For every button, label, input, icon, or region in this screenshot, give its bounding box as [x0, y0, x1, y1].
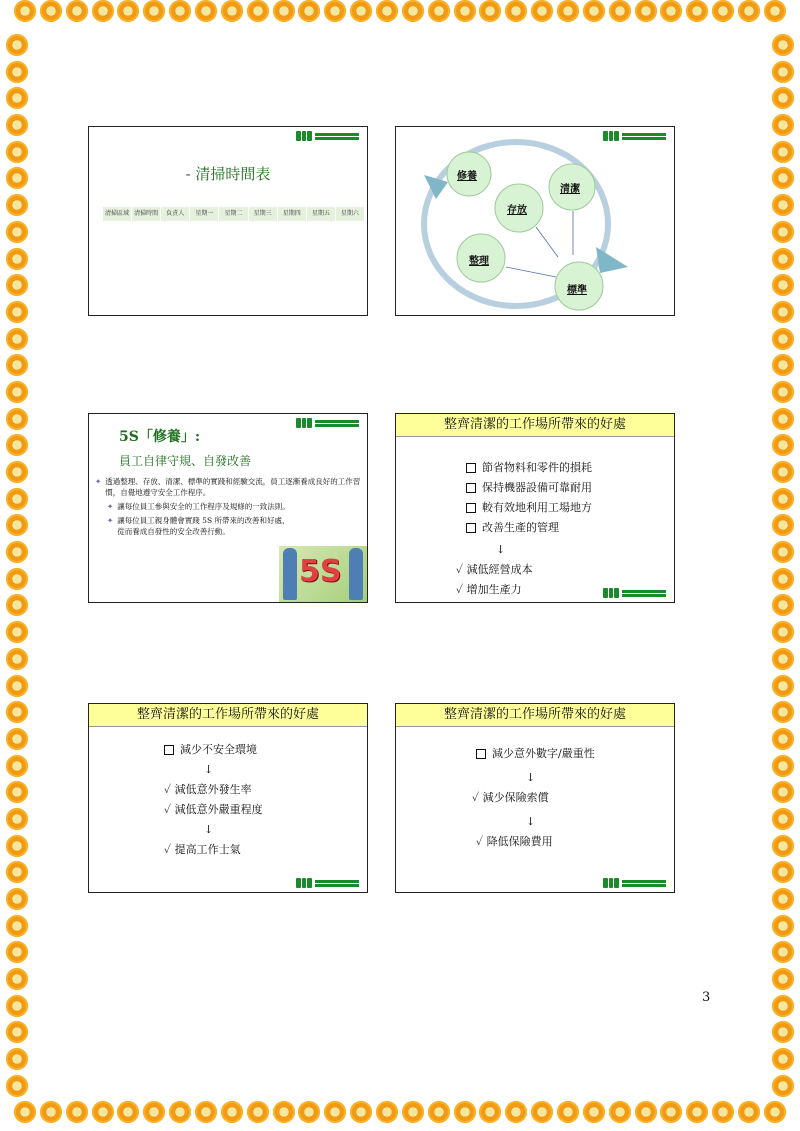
check-icon: ✓ [164, 843, 175, 856]
logo [296, 878, 359, 888]
star-icon: ✦ [107, 502, 114, 511]
flower-icon [6, 354, 28, 376]
flower-icon [712, 1101, 734, 1123]
checkbox-icon [466, 523, 476, 533]
flower-icon [6, 1075, 28, 1097]
flower-icon [772, 781, 794, 803]
benefit-results [456, 540, 533, 600]
benefit-item: 節省物料和零件的損耗 [482, 461, 592, 474]
flower-icon [738, 1101, 760, 1123]
flower-icon [92, 1101, 114, 1123]
flower-icon [6, 34, 28, 56]
star-icon: ✦ [95, 477, 102, 486]
flower-icon [772, 941, 794, 963]
benefit-check-row [456, 560, 533, 580]
flower-icon [531, 1101, 553, 1123]
benefit-check: 增加生產力 [466, 583, 522, 596]
flower-icon [772, 114, 794, 136]
flower-icon [764, 1101, 786, 1123]
bullet-text: 讓每位員工參與安全的工作程序及規條的一致法則。 [117, 502, 290, 511]
benefit-item: 保持機器設備可靠耐用 [482, 481, 592, 494]
flower-icon [772, 1075, 794, 1097]
benefit-check: 減少保險索償 [482, 791, 549, 804]
flower-icon [6, 835, 28, 857]
flower-icon [6, 861, 28, 883]
flower-icon [609, 1101, 631, 1123]
cycle-arrow-icon [596, 247, 628, 273]
benefit-row [466, 458, 592, 478]
flower-icon [6, 915, 28, 937]
bullet-text: 透過整理、存放、清潔、標準的實踐和經驗交流，員工逐漸養成良好的工作習慣，自覺地遵守安全工作程序。 [105, 477, 361, 497]
flower-icon [6, 675, 28, 697]
flower-icon [6, 328, 28, 350]
slide-5s-cycle [395, 126, 675, 316]
table-header-cell: 星期五 [307, 207, 336, 221]
flower-icon [6, 541, 28, 563]
node-zhengli: 整理 [469, 256, 489, 267]
flower-icon [772, 488, 794, 510]
flower-icon [324, 0, 346, 22]
flower-icon [143, 0, 165, 22]
check-icon: ✓ [472, 791, 483, 804]
flower-icon [428, 0, 450, 22]
bullet-text: 讓每位員工親身體會實踐 5S 所帶來的改善和好處，從而養成自發性的安全改善行動。 [117, 516, 290, 536]
slide-title: 整齊清潔的工作場所帶來的好處 [89, 704, 367, 727]
flower-icon [169, 0, 191, 22]
logo-icon [603, 878, 619, 888]
flower-icon [772, 568, 794, 590]
benefit-item: 較有效地利用工場地方 [482, 501, 592, 514]
logo-icon [296, 878, 312, 888]
benefit-item: 減少不安全環境 [180, 743, 257, 756]
flower-icon [772, 1021, 794, 1043]
page-number: 3 [702, 990, 711, 1005]
checkbox-icon [164, 745, 174, 755]
flower-icon [772, 248, 794, 270]
flower-icon [40, 1101, 62, 1123]
flower-icon [772, 61, 794, 83]
flower-icon [6, 434, 28, 456]
flower-icon [40, 0, 62, 22]
flower-icon [531, 0, 553, 22]
flower-icon [772, 594, 794, 616]
benefit-check: 提高工作士氣 [174, 843, 241, 856]
flower-icon [14, 1101, 36, 1123]
checkbox-icon [476, 749, 486, 759]
flower-icon [738, 0, 760, 22]
5s-illustration [279, 546, 367, 602]
flower-icon [6, 381, 28, 403]
flower-icon [557, 1101, 579, 1123]
table-header-cell: 星期二 [219, 207, 248, 221]
flower-icon [772, 888, 794, 910]
check-icon: ✓ [164, 783, 175, 796]
person-figure-left [283, 548, 297, 600]
flower-icon [376, 1101, 398, 1123]
flower-icon [772, 861, 794, 883]
flower-icon [479, 1101, 501, 1123]
flower-icon [557, 0, 579, 22]
flower-icon [6, 514, 28, 536]
flower-icon [772, 167, 794, 189]
flower-icon [772, 381, 794, 403]
flower-icon [273, 1101, 295, 1123]
border-top [0, 0, 800, 30]
check-icon: ✓ [456, 563, 467, 576]
flower-icon [6, 1048, 28, 1070]
slide-subtitle: 員工自律守規、自發改善 [119, 454, 252, 468]
flower-icon [772, 301, 794, 323]
border-right [768, 30, 798, 1101]
flower-icon [6, 968, 28, 990]
flower-icon [6, 221, 28, 243]
flower-icon [6, 141, 28, 163]
flower-icon [6, 888, 28, 910]
flower-icon [772, 274, 794, 296]
flower-icon [772, 514, 794, 536]
flower-icon [772, 434, 794, 456]
flower-icon [6, 701, 28, 723]
flower-icon [221, 1101, 243, 1123]
flower-icon [92, 0, 114, 22]
flower-icon [6, 248, 28, 270]
flower-icon [117, 0, 139, 22]
flower-icon [6, 488, 28, 510]
flower-icon [6, 301, 28, 323]
5s-logo-text: 5S [299, 554, 342, 589]
slide-title: 整齊清潔的工作場所帶來的好處 [396, 414, 674, 437]
flower-icon [772, 541, 794, 563]
flower-icon [6, 61, 28, 83]
slide-benefits-3 [395, 703, 675, 893]
bullet-list [95, 476, 363, 537]
flower-icon [143, 1101, 165, 1123]
flower-icon [350, 1101, 372, 1123]
table-header-cell: 星期六 [336, 207, 365, 221]
flower-icon [772, 968, 794, 990]
flower-icon [6, 194, 28, 216]
table-header-cell: 清掃區域 [103, 207, 132, 221]
schedule-table-header [103, 207, 365, 221]
flower-icon [764, 0, 786, 22]
node-cunfang: 存放 [507, 205, 527, 216]
benefit-check: 減低意外發生率 [174, 783, 252, 796]
slide-title: 整齊清潔的工作場所帶來的好處 [396, 704, 674, 727]
border-left [2, 30, 32, 1101]
flower-icon [454, 0, 476, 22]
flower-icon [609, 0, 631, 22]
checkbox-icon [466, 503, 476, 513]
table-header-cell: 負責人 [161, 207, 190, 221]
slide-title: - 清掃時間表 [185, 165, 271, 183]
checkbox-icon [466, 463, 476, 473]
table-header-cell: 星期一 [190, 207, 219, 221]
flower-icon [350, 0, 372, 22]
flower-icon [772, 915, 794, 937]
benefit-list [472, 744, 595, 852]
flower-icon [772, 755, 794, 777]
flower-icon [505, 0, 527, 22]
slide-5s-xiuyang [88, 413, 368, 603]
flower-icon [6, 781, 28, 803]
benefit-check-row [456, 580, 533, 600]
flower-icon [6, 621, 28, 643]
flower-icon [635, 0, 657, 22]
flower-icon [772, 1048, 794, 1070]
down-arrow: ↓ [204, 823, 214, 836]
benefit-check-row [164, 800, 263, 820]
logo [603, 588, 666, 598]
flower-icon [247, 0, 269, 22]
benefit-row [466, 518, 592, 538]
flower-icon [298, 0, 320, 22]
flower-icon [772, 728, 794, 750]
flower-icon [635, 1101, 657, 1123]
flower-icon [6, 648, 28, 670]
flower-icon [772, 648, 794, 670]
logo [603, 878, 666, 888]
flower-icon [6, 114, 28, 136]
flower-icon [479, 0, 501, 22]
benefit-check-row [164, 840, 263, 860]
flower-icon [273, 0, 295, 22]
slide-title: 5S「修養」: [119, 429, 201, 445]
flower-icon [6, 755, 28, 777]
flower-icon [686, 0, 708, 22]
checkbox-icon [466, 483, 476, 493]
table-header-cell: 星期四 [278, 207, 307, 221]
flower-icon [772, 221, 794, 243]
flower-icon [6, 274, 28, 296]
flower-icon [6, 408, 28, 430]
flower-icon [660, 1101, 682, 1123]
flower-icon [402, 0, 424, 22]
border-bottom [0, 1101, 800, 1131]
flower-icon [376, 0, 398, 22]
flower-icon [6, 461, 28, 483]
person-figure-right [349, 548, 363, 600]
flower-icon [66, 1101, 88, 1123]
flower-icon [6, 808, 28, 830]
slide-cleaning-schedule [88, 126, 368, 316]
node-biaozhun: 標準 [567, 285, 587, 296]
check-icon: ✓ [456, 583, 467, 596]
benefit-row [466, 478, 592, 498]
benefit-check: 降低保險費用 [486, 835, 553, 848]
down-arrow: ↓ [526, 771, 536, 784]
flower-icon [428, 1101, 450, 1123]
benefit-row [466, 498, 592, 518]
down-arrow: ↓ [526, 815, 536, 828]
flower-icon [772, 995, 794, 1017]
flower-icon [6, 594, 28, 616]
benefit-list [164, 740, 263, 860]
benefit-list [466, 458, 592, 538]
star-icon: ✦ [107, 516, 114, 525]
flower-icon [324, 1101, 346, 1123]
logo [296, 418, 359, 428]
flower-icon [6, 1021, 28, 1043]
flower-icon [772, 194, 794, 216]
logo-icon [296, 418, 312, 428]
flower-icon [772, 621, 794, 643]
slide-benefits-2 [88, 703, 368, 893]
flower-icon [14, 0, 36, 22]
check-icon: ✓ [164, 803, 175, 816]
benefit-check: 減低意外嚴重程度 [174, 803, 263, 816]
flower-icon [6, 728, 28, 750]
flower-icon [6, 167, 28, 189]
flower-icon [772, 835, 794, 857]
benefit-check: 減低經營成本 [466, 563, 533, 576]
node-qingjie: 清潔 [560, 184, 580, 195]
logo-icon [296, 131, 312, 141]
flower-icon [686, 1101, 708, 1123]
flower-icon [772, 808, 794, 830]
flower-icon [772, 701, 794, 723]
flower-icon [772, 461, 794, 483]
flower-icon [454, 1101, 476, 1123]
flower-icon [660, 0, 682, 22]
flower-icon [6, 87, 28, 109]
node-xiuyang: 修養 [457, 171, 477, 182]
flower-icon [772, 141, 794, 163]
flower-icon [221, 0, 243, 22]
flower-icon [195, 1101, 217, 1123]
flower-icon [169, 1101, 191, 1123]
flower-icon [583, 1101, 605, 1123]
flower-icon [772, 328, 794, 350]
benefit-item: 改善生產的管理 [482, 521, 559, 534]
check-icon: ✓ [476, 835, 487, 848]
flower-icon [402, 1101, 424, 1123]
flower-icon [772, 675, 794, 697]
flower-icon [66, 0, 88, 22]
flower-icon [772, 354, 794, 376]
flower-icon [247, 1101, 269, 1123]
flower-icon [195, 0, 217, 22]
benefit-check-row [164, 780, 263, 800]
flower-icon [772, 34, 794, 56]
flower-icon [505, 1101, 527, 1123]
slide-benefits-1 [395, 413, 675, 603]
logo [296, 131, 359, 141]
flower-icon [6, 941, 28, 963]
flower-icon [6, 568, 28, 590]
table-header-cell: 清掃時間 [132, 207, 161, 221]
flower-icon [583, 0, 605, 22]
flower-icon [772, 87, 794, 109]
down-arrow: ↓ [204, 763, 214, 776]
logo-icon [603, 588, 619, 598]
flower-icon [772, 408, 794, 430]
cycle-diagram [396, 127, 675, 316]
flower-icon [298, 1101, 320, 1123]
flower-icon [712, 0, 734, 22]
flower-icon [6, 995, 28, 1017]
flower-icon [117, 1101, 139, 1123]
down-arrow: ↓ [496, 543, 506, 556]
table-header-cell: 星期三 [249, 207, 278, 221]
benefit-item: 減少意外數字/嚴重性 [492, 747, 595, 760]
